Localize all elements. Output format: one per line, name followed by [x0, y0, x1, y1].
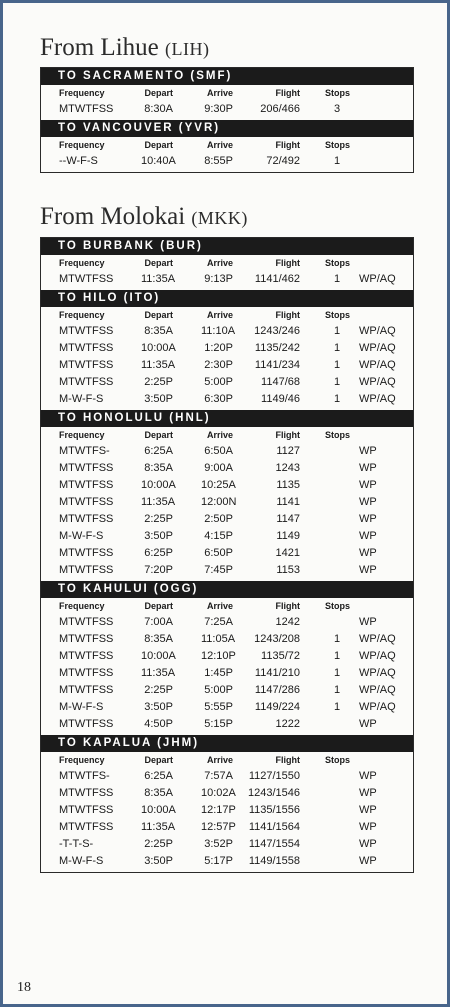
- flight-cell: 1243/246: [254, 325, 300, 337]
- column-header-flight: Flight: [275, 140, 300, 150]
- arrive-cell: 8:55P: [204, 155, 233, 167]
- column-header-depart: Depart: [144, 140, 173, 150]
- flight-cell: 1222: [275, 718, 300, 730]
- frequency-cell: M-W-F-S: [59, 855, 104, 867]
- section-title-lihue: [40, 33, 209, 64]
- depart-cell: 10:40A: [141, 155, 176, 167]
- flight-cell: 1127/1550: [248, 770, 300, 782]
- depart-cell: 6:25A: [144, 770, 173, 782]
- destination-header: TO KAPALUA (JHM): [41, 735, 413, 752]
- arrive-cell: 7:25A: [204, 616, 233, 628]
- destination-block: [41, 410, 413, 581]
- frequency-cell: MTWTFS-: [59, 445, 110, 457]
- flight-cell: 1141/462: [254, 273, 300, 285]
- column-header-depart: Depart: [144, 755, 173, 765]
- depart-cell: 6:25P: [144, 547, 173, 559]
- column-header-frequency: Frequency: [59, 755, 105, 765]
- arrive-cell: 3:52P: [204, 838, 233, 850]
- fare-code-cell: WP: [359, 564, 377, 576]
- table-row: [41, 374, 413, 391]
- flight-cell: 1149: [276, 530, 300, 542]
- arrive-cell: 6:50P: [204, 547, 233, 559]
- stops-cell: 3: [334, 103, 341, 115]
- column-headers: [41, 598, 413, 614]
- depart-cell: 8:35A: [144, 325, 173, 337]
- column-header-flight: Flight: [275, 88, 300, 98]
- fare-code-cell: WP: [359, 530, 377, 542]
- table-row: [41, 716, 413, 733]
- frequency-cell: MTWTFSS: [59, 564, 114, 576]
- column-header-arrive: Arrive: [206, 430, 233, 440]
- depart-cell: 7:20P: [144, 564, 173, 576]
- column-header-flight: Flight: [275, 258, 300, 268]
- depart-cell: 10:00A: [141, 650, 176, 662]
- destination-header: TO HILO (ITO): [41, 290, 413, 307]
- table-row: [41, 853, 413, 870]
- arrive-cell: 7:57A: [204, 770, 233, 782]
- flight-cell: 1141: [276, 496, 300, 508]
- depart-cell: 6:25A: [144, 445, 173, 457]
- depart-cell: 11:35A: [141, 359, 176, 371]
- flight-cell: 1135/242: [254, 342, 300, 354]
- destination-block: [41, 735, 413, 872]
- fare-code-cell: WP: [359, 821, 377, 833]
- depart-cell: 11:35A: [141, 496, 176, 508]
- origin-code: (MKK): [191, 208, 248, 228]
- fare-code-cell: WP: [359, 462, 377, 474]
- frequency-cell: MTWTFSS: [59, 479, 114, 491]
- column-header-depart: Depart: [144, 88, 173, 98]
- depart-cell: 3:50P: [144, 701, 173, 713]
- table-row: [41, 511, 413, 528]
- frequency-cell: MTWTFSS: [59, 650, 114, 662]
- flight-cell: 1135/1556: [248, 804, 300, 816]
- fare-code-cell: WP/AQ: [359, 701, 396, 713]
- arrive-cell: 12:00N: [201, 496, 237, 508]
- column-header-arrive: Arrive: [206, 258, 233, 268]
- origin-name: From Molokai: [40, 203, 186, 230]
- lihue-schedule-table: [40, 67, 414, 173]
- arrive-cell: 2:50P: [204, 513, 233, 525]
- column-header-stops: Stops: [325, 755, 351, 765]
- stops-cell: 1: [334, 155, 341, 167]
- arrive-cell: 10:02A: [201, 787, 236, 799]
- fare-code-cell: WP/AQ: [359, 376, 396, 388]
- frequency-cell: MTWTFSS: [59, 547, 114, 559]
- table-row: [41, 101, 413, 118]
- column-headers: [41, 255, 413, 271]
- fare-code-cell: WP: [359, 479, 377, 491]
- column-header-stops: Stops: [325, 601, 351, 611]
- column-header-depart: Depart: [144, 430, 173, 440]
- stops-cell: 1: [334, 393, 341, 405]
- destination-header: TO BURBANK (BUR): [41, 238, 413, 255]
- frequency-cell: MTWTFSS: [59, 376, 114, 388]
- column-header-arrive: Arrive: [206, 310, 233, 320]
- arrive-cell: 5:15P: [204, 718, 233, 730]
- column-header-stops: Stops: [325, 258, 351, 268]
- column-header-arrive: Arrive: [206, 140, 233, 150]
- section-title-molokai: [40, 202, 248, 233]
- arrive-cell: 1:45P: [204, 667, 233, 679]
- depart-cell: 8:35A: [144, 787, 173, 799]
- frequency-cell: MTWTFSS: [59, 821, 114, 833]
- fare-code-cell: WP/AQ: [359, 273, 396, 285]
- flight-cell: 1147/1554: [248, 838, 300, 850]
- depart-cell: 2:25P: [144, 838, 173, 850]
- arrive-cell: 6:30P: [204, 393, 233, 405]
- flight-cell: 1141/1564: [248, 821, 300, 833]
- frequency-cell: MTWTFSS: [59, 804, 114, 816]
- column-header-stops: Stops: [325, 140, 351, 150]
- table-row: [41, 614, 413, 631]
- stops-cell: 1: [334, 701, 341, 713]
- table-row: [41, 494, 413, 511]
- depart-cell: 10:00A: [141, 479, 176, 491]
- table-row: [41, 648, 413, 665]
- fare-code-cell: WP: [359, 547, 377, 559]
- frequency-cell: MTWTFS-: [59, 770, 110, 782]
- fare-code-cell: WP: [359, 838, 377, 850]
- stops-cell: 1: [334, 342, 341, 354]
- table-row: [41, 460, 413, 477]
- stops-cell: 1: [334, 684, 341, 696]
- destination-header: TO HONOLULU (HNL): [41, 410, 413, 427]
- flight-cell: 1153: [276, 564, 300, 576]
- fare-code-cell: WP/AQ: [359, 342, 396, 354]
- column-header-arrive: Arrive: [206, 601, 233, 611]
- destination-block: [41, 68, 413, 120]
- table-row: [41, 528, 413, 545]
- fare-code-cell: WP/AQ: [359, 393, 396, 405]
- molokai-schedule-table: [40, 237, 414, 873]
- frequency-cell: --W-F-S: [59, 155, 98, 167]
- arrive-cell: 12:10P: [201, 650, 236, 662]
- stops-cell: 1: [334, 650, 341, 662]
- frequency-cell: MTWTFSS: [59, 718, 114, 730]
- flight-cell: 1243/1546: [248, 787, 300, 799]
- depart-cell: 8:30A: [144, 103, 173, 115]
- arrive-cell: 5:55P: [204, 701, 233, 713]
- table-row: [41, 665, 413, 682]
- frequency-cell: MTWTFSS: [59, 513, 114, 525]
- frequency-cell: MTWTFSS: [59, 325, 114, 337]
- arrive-cell: 12:17P: [201, 804, 236, 816]
- arrive-cell: 5:17P: [204, 855, 233, 867]
- column-header-arrive: Arrive: [206, 88, 233, 98]
- frequency-cell: MTWTFSS: [59, 273, 114, 285]
- fare-code-cell: WP: [359, 718, 377, 730]
- frequency-cell: MTWTFSS: [59, 359, 114, 371]
- stops-cell: 1: [334, 325, 341, 337]
- fare-code-cell: WP/AQ: [359, 650, 396, 662]
- frequency-cell: M-W-F-S: [59, 393, 104, 405]
- frequency-cell: MTWTFSS: [59, 667, 114, 679]
- arrive-cell: 5:00P: [204, 684, 233, 696]
- column-header-depart: Depart: [144, 258, 173, 268]
- column-header-frequency: Frequency: [59, 310, 105, 320]
- flight-cell: 1141/234: [254, 359, 300, 371]
- destination-header: TO VANCOUVER (YVR): [41, 120, 413, 137]
- stops-cell: 1: [334, 273, 341, 285]
- column-header-flight: Flight: [275, 755, 300, 765]
- depart-cell: 11:35A: [141, 667, 176, 679]
- flight-cell: 1242: [275, 616, 300, 628]
- column-header-depart: Depart: [144, 310, 173, 320]
- table-row: [41, 819, 413, 836]
- table-row: [41, 340, 413, 357]
- depart-cell: 8:35A: [144, 633, 173, 645]
- table-row: [41, 545, 413, 562]
- frequency-cell: MTWTFSS: [59, 496, 114, 508]
- arrive-cell: 11:05A: [201, 633, 236, 645]
- destination-block: [41, 238, 413, 290]
- fare-code-cell: WP: [359, 770, 377, 782]
- fare-code-cell: WP/AQ: [359, 359, 396, 371]
- destination-block: [41, 581, 413, 735]
- destination-block: [41, 120, 413, 172]
- flight-cell: 1135/72: [261, 650, 300, 662]
- column-header-frequency: Frequency: [59, 258, 105, 268]
- flight-cell: 1421: [275, 547, 300, 559]
- depart-cell: 7:00A: [144, 616, 173, 628]
- column-header-flight: Flight: [275, 430, 300, 440]
- column-header-stops: Stops: [325, 88, 351, 98]
- fare-code-cell: WP: [359, 445, 377, 457]
- flight-cell: 1147: [276, 513, 300, 525]
- table-row: [41, 802, 413, 819]
- table-row: [41, 631, 413, 648]
- column-headers: [41, 307, 413, 323]
- column-headers: [41, 137, 413, 153]
- depart-cell: 10:00A: [141, 342, 176, 354]
- flight-cell: 1141/210: [254, 667, 300, 679]
- arrive-cell: 7:45P: [204, 564, 233, 576]
- page-number: 18: [17, 980, 31, 995]
- flight-cell: 1149/1558: [248, 855, 300, 867]
- table-row: [41, 562, 413, 579]
- table-row: [41, 323, 413, 340]
- column-header-frequency: Frequency: [59, 601, 105, 611]
- depart-cell: 2:25P: [144, 376, 173, 388]
- flight-cell: 72/492: [266, 155, 300, 167]
- depart-cell: 11:35A: [141, 273, 176, 285]
- depart-cell: 4:50P: [144, 718, 173, 730]
- fare-code-cell: WP/AQ: [359, 667, 396, 679]
- depart-cell: 10:00A: [141, 804, 176, 816]
- table-row: [41, 477, 413, 494]
- spacer: [41, 870, 413, 872]
- depart-cell: 2:25P: [144, 513, 173, 525]
- destination-block: [41, 290, 413, 410]
- frequency-cell: M-W-F-S: [59, 701, 104, 713]
- arrive-cell: 6:50A: [204, 445, 233, 457]
- flight-cell: 1149/46: [261, 393, 300, 405]
- column-headers: [41, 85, 413, 101]
- column-header-depart: Depart: [144, 601, 173, 611]
- arrive-cell: 12:57P: [201, 821, 236, 833]
- table-row: [41, 391, 413, 408]
- table-row: [41, 443, 413, 460]
- table-row: [41, 768, 413, 785]
- column-header-frequency: Frequency: [59, 88, 105, 98]
- depart-cell: 3:50P: [144, 393, 173, 405]
- arrive-cell: 9:30P: [204, 103, 233, 115]
- table-row: [41, 785, 413, 802]
- frequency-cell: MTWTFSS: [59, 462, 114, 474]
- table-row: [41, 357, 413, 374]
- fare-code-cell: WP/AQ: [359, 633, 396, 645]
- arrive-cell: 5:00P: [204, 376, 233, 388]
- frequency-cell: MTWTFSS: [59, 616, 114, 628]
- fare-code-cell: WP: [359, 787, 377, 799]
- arrive-cell: 10:25A: [201, 479, 236, 491]
- origin-name: From Lihue: [40, 34, 159, 61]
- frequency-cell: MTWTFSS: [59, 684, 114, 696]
- stops-cell: 1: [334, 667, 341, 679]
- fare-code-cell: WP/AQ: [359, 684, 396, 696]
- arrive-cell: 4:15P: [204, 530, 233, 542]
- column-header-flight: Flight: [275, 310, 300, 320]
- column-header-flight: Flight: [275, 601, 300, 611]
- table-row: [41, 682, 413, 699]
- table-row: [41, 153, 413, 170]
- fare-code-cell: WP/AQ: [359, 325, 396, 337]
- table-row: [41, 699, 413, 716]
- frequency-cell: MTWTFSS: [59, 787, 114, 799]
- arrive-cell: 1:20P: [204, 342, 233, 354]
- frequency-cell: MTWTFSS: [59, 633, 114, 645]
- arrive-cell: 11:10A: [201, 325, 236, 337]
- flight-cell: 1135: [276, 479, 300, 491]
- frequency-cell: MTWTFSS: [59, 103, 114, 115]
- origin-code: (LIH): [165, 39, 210, 59]
- destination-header: TO KAHULUI (OGG): [41, 581, 413, 598]
- depart-cell: 11:35A: [141, 821, 176, 833]
- fare-code-cell: WP: [359, 513, 377, 525]
- arrive-cell: 9:00A: [204, 462, 233, 474]
- frequency-cell: M-W-F-S: [59, 530, 104, 542]
- fare-code-cell: WP: [359, 855, 377, 867]
- column-header-frequency: Frequency: [59, 140, 105, 150]
- fare-code-cell: WP: [359, 804, 377, 816]
- flight-cell: 1147/68: [261, 376, 300, 388]
- frequency-cell: MTWTFSS: [59, 342, 114, 354]
- stops-cell: 1: [334, 633, 341, 645]
- flight-cell: 1149/224: [254, 701, 300, 713]
- depart-cell: 3:50P: [144, 855, 173, 867]
- column-header-frequency: Frequency: [59, 430, 105, 440]
- fare-code-cell: WP: [359, 616, 377, 628]
- arrive-cell: 2:30P: [204, 359, 233, 371]
- flight-cell: 1243/208: [254, 633, 300, 645]
- column-header-stops: Stops: [325, 310, 351, 320]
- flight-cell: 1127: [276, 445, 300, 457]
- flight-cell: 206/466: [260, 103, 300, 115]
- table-row: [41, 836, 413, 853]
- arrive-cell: 9:13P: [204, 273, 233, 285]
- spacer: [41, 170, 413, 172]
- depart-cell: 3:50P: [144, 530, 173, 542]
- frequency-cell: -T-T-S-: [59, 838, 94, 850]
- column-headers: [41, 427, 413, 443]
- depart-cell: 2:25P: [144, 684, 173, 696]
- stops-cell: 1: [334, 359, 341, 371]
- table-row: [41, 271, 413, 288]
- column-headers: [41, 752, 413, 768]
- depart-cell: 8:35A: [144, 462, 173, 474]
- column-header-arrive: Arrive: [206, 755, 233, 765]
- flight-cell: 1147/286: [254, 684, 300, 696]
- column-header-stops: Stops: [325, 430, 351, 440]
- flight-cell: 1243: [275, 462, 300, 474]
- stops-cell: 1: [334, 376, 341, 388]
- fare-code-cell: WP: [359, 496, 377, 508]
- destination-header: TO SACRAMENTO (SMF): [41, 68, 413, 85]
